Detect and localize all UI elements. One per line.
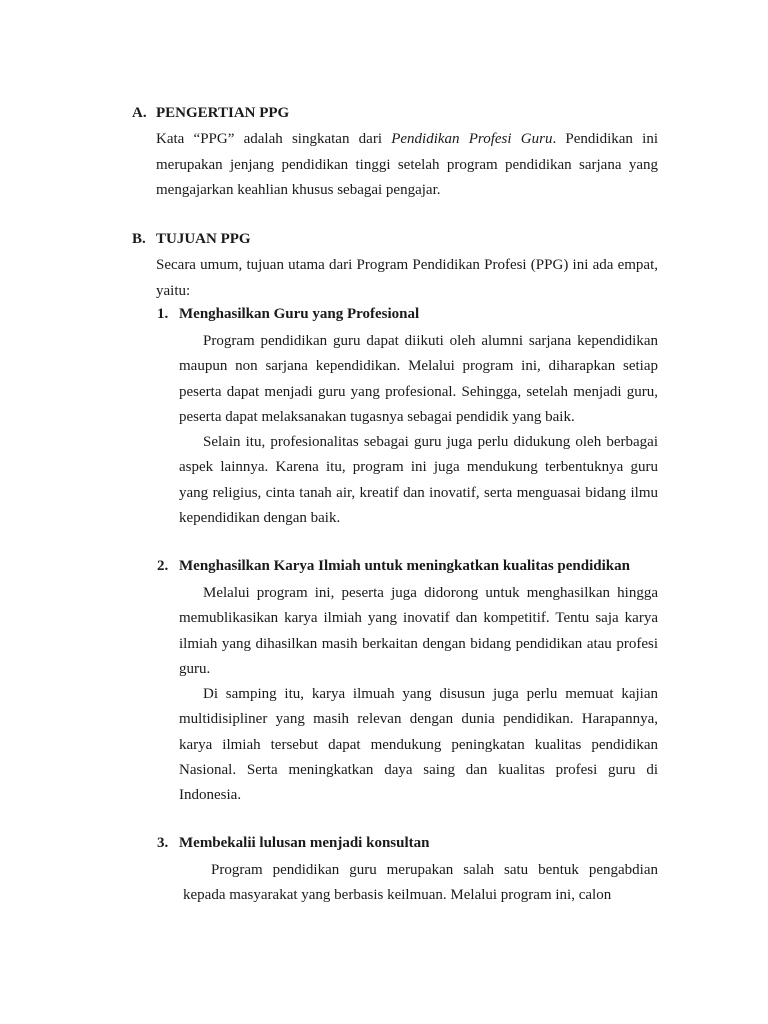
item-body <box>179 581 658 809</box>
section-paragraph <box>156 127 658 204</box>
item-body <box>179 329 658 531</box>
list-item-1 <box>157 304 658 531</box>
section-pengertian <box>132 103 658 204</box>
item-heading <box>157 556 658 576</box>
italic-term: Pendidikan Profesi Guru <box>391 131 553 147</box>
item-paragraph: Melalui program ini, peserta juga didorong untuk menghasilkan hingga memublikasikan karya ilmiah yang inovatif dan kompetitif. Tentu saja karya ilmiah yang dihasilkan masih berkaitan dengan bidang pendidikan atau profesi guru. <box>179 585 658 677</box>
section-letter: A. <box>132 105 147 121</box>
item-body <box>183 858 658 909</box>
section-title: PENGERTIAN PPG <box>156 105 290 121</box>
item-paragraph: Program pendidikan guru merupakan salah satu bentuk pengabdian kepada masyarakat yang berbasis keilmuan. Melalui program ini, calon <box>183 862 658 904</box>
section-tujuan <box>132 229 658 304</box>
section-heading <box>132 229 658 249</box>
item-title: Menghasilkan Guru yang Profesional <box>179 306 420 322</box>
list-item-3 <box>157 833 658 909</box>
item-number: 3. <box>157 835 169 851</box>
item-number: 2. <box>157 558 169 574</box>
item-paragraph: Di samping itu, karya ilmuah yang disusun juga perlu memuat kajian multidisipliner yang masih relevan dengan dunia pendidikan. Harapannya, karya ilmiah tersebut dapat mendukung peningkatan kualitas pendidikan Nasional. Serta meningkatkan daya saing dan kualitas profesi guru di Indonesia. <box>179 686 658 804</box>
item-title: Menghasilkan Karya Ilmiah untuk meningkatkan kualitas pendidikan <box>179 558 630 574</box>
list-item-2 <box>157 556 658 809</box>
item-heading <box>157 833 658 853</box>
section-intro: Secara umum, tujuan utama dari Program Pendidikan Profesi (PPG) ini ada empat, yaitu: <box>156 257 658 299</box>
item-paragraph: Selain itu, profesionalitas sebagai guru juga perlu didukung oleh berbagai aspek lainnya. Karena itu, program ini juga mendukung terbentuknya guru yang religius, cinta tanah air, kreatif dan inovatif, serta menguasai bidang ilmu kependidikan dengan baik. <box>179 434 658 527</box>
item-heading <box>157 304 658 324</box>
section-title: TUJUAN PPG <box>156 231 251 247</box>
paragraph-text: . Pendidikan ini merupakan jenjang pendidikan tinggi setelah program pendidikan sarjana yang mengajarkan keahlian khusus sebagai pengajar. <box>156 131 658 198</box>
paragraph-text: Kata “PPG” adalah singkatan dari <box>156 131 392 147</box>
item-paragraph: Program pendidikan guru dapat diikuti oleh alumni sarjana kependidikan maupun non sarjana kependidikan. Melalui program ini, diharapkan setiap peserta dapat menjadi guru yang profesional. Sehingga, setelah menjadi guru, peserta dapat melaksanakan tugasnya sebagai pendidik yang baik. <box>179 333 658 425</box>
item-number: 1. <box>157 306 169 322</box>
section-letter: B. <box>132 231 146 247</box>
section-heading <box>132 103 658 123</box>
item-title: Membekalii lulusan menjadi konsultan <box>179 835 430 851</box>
